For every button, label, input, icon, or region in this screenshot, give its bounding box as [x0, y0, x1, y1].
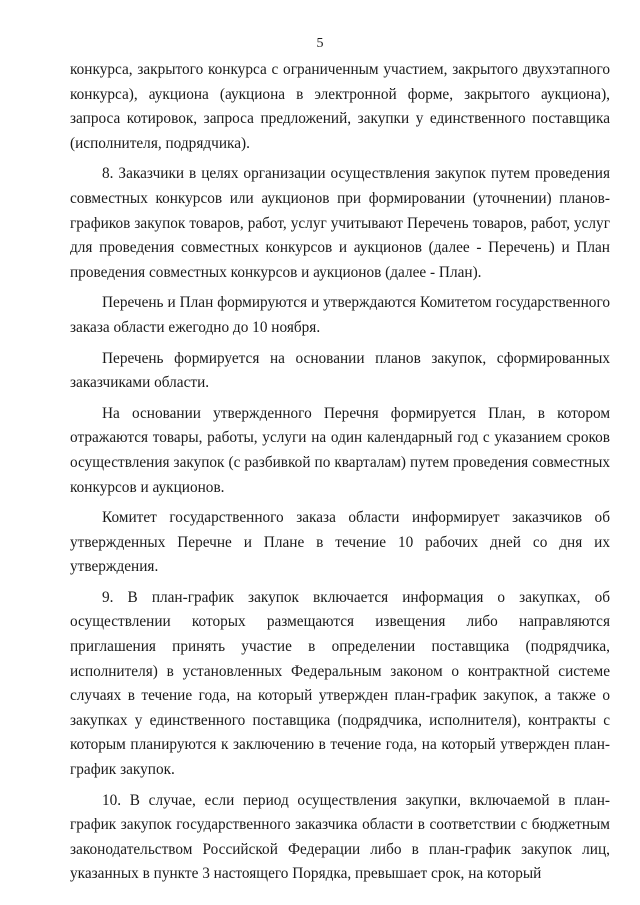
page-number: 5	[316, 36, 324, 51]
paragraph-item-10: 10. В случае, если период осуществления закупки, включаемой в план-график закупок государственного заказчика области в соответствии с бюджетным законодательством Российской Федерации либо в план-график закупок лиц, указанных в пункте 3 настоящего Порядка, превышает срок, на который	[70, 791, 610, 883]
document-body	[70, 58, 610, 893]
paragraph-plan-formation: На основании утвержденного Перечня формируется План, в котором отражаются товары, работы, услуги на один календарный год с указанием сроков осуществления закупок (с разбивкой по кварталам) путем проведения совместных конкурсов и аукционов.	[70, 404, 610, 496]
paragraph-item-8: 8. Заказчики в целях организации осуществления закупок путем проведения совместных конкурсов или аукционов при формировании (уточнении) планов-графиков закупок товаров, работ, услуг учитывают Перечень товаров, работ, услуг для проведения совместных конкурсов и аукционов (далее - Перечень) и План проведения совместных конкурсов и аукционов (далее - План).	[70, 165, 610, 281]
paragraph-committee-informs: Комитет государственного заказа области информирует заказчиков об утвержденных Перечне и Плане в течение 10 рабочих дней со дня их утверждения.	[70, 509, 610, 576]
paragraph-continuation: конкурса, закрытого конкурса с ограниченным участием, закрытого двухэтапного конкурса), аукциона (аукциона в электронной форме, закрытого аукциона), запроса котировок, запроса предложений, закупки у единственного поставщика (исполнителя, подрядчика).	[70, 61, 610, 152]
paragraph-list-and-plan: Перечень и План формируются и утверждаются Комитетом государственного заказа области ежегодно до 10 ноября.	[70, 294, 610, 336]
paragraph-item-9: 9. В план-график закупок включается информация о закупках, об осуществлении которых размещаются извещения либо направляются приглашения принять участие в определении поставщика (подрядчика, исполнителя) в установленных Федеральным законом о контрактной системе случаях в течение года, на который утвержден план-график закупок, а также о закупках у единственного поставщика (подрядчика, исполнителя), контракты с которым планируются к заключению в течение года, на который утвержден план-график закупок.	[70, 588, 610, 779]
paragraph-list-formation: Перечень формируется на основании планов закупок, сформированных заказчиками области.	[70, 349, 610, 392]
